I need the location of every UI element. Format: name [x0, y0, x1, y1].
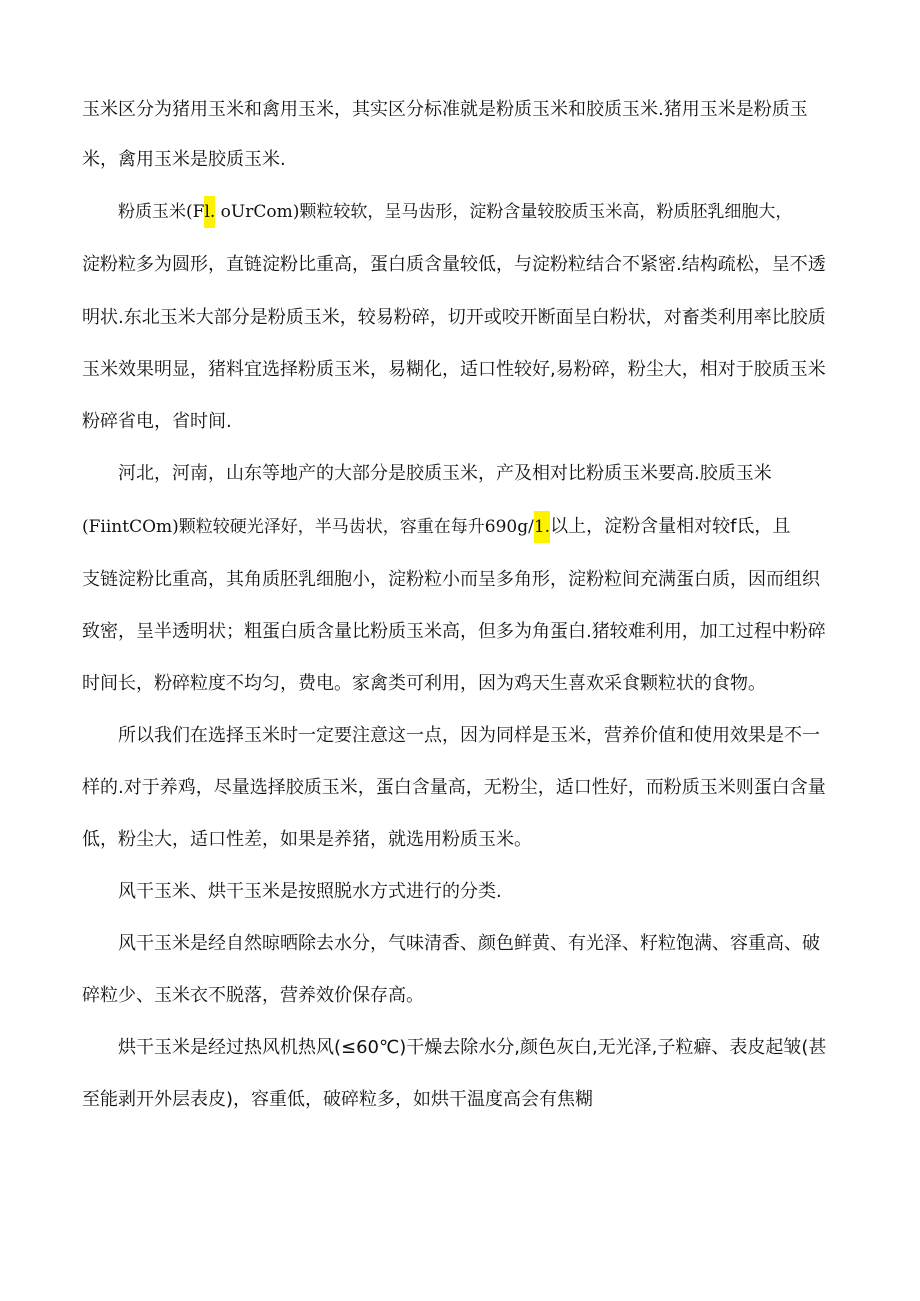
paragraph-4-line-3: 低，粉尘大，适口性差，如果是养猪，就选用粉质玉米。	[82, 829, 532, 850]
text-run: 以上，淀粉含量相对较f氐，且	[550, 516, 791, 537]
paragraph-4-line-2: 样的.对于养鸡，尽量选择胶质玉米，蛋白含量高，无粉尘，适口性好，而粉质玉米则蛋白含量	[82, 777, 826, 798]
paragraph-7-line-1: 烘干玉米是经过热风机热风(≤60℃)干燥去除水分,颜色灰白,无光泽,子粒癖、表皮起皱(甚	[118, 1037, 827, 1058]
paragraph-6-line-2: 碎粒少、玉米衣不脱落，营养效价保存高。	[82, 985, 424, 1006]
paragraph-6-line-1: 风干玉米是经自然晾晒除去水分，气味清香、颜色鲜黄、有光泽、籽粒饱满、容重高、破	[118, 933, 820, 954]
paragraph-2-line-3: 明状.东北玉米大部分是粉质玉米，较易粉碎，切开或咬开断面呈白粉状，对畜类利用率比胶质	[82, 307, 826, 328]
paragraph-1-line-2: 米，禽用玉米是胶质玉米.	[82, 149, 286, 170]
paragraph-3-line-1: 河北，河南，山东等地产的大部分是胶质玉米，产及相对比粉质玉米要高.胶质玉米	[118, 463, 772, 484]
paragraph-5-line-1: 风干玉米、烘干玉米是按照脱水方式进行的分类.	[118, 881, 502, 902]
text-run: 粉质玉米(F	[118, 202, 205, 222]
highlighted-text: 1.	[534, 511, 550, 543]
text-run: (FiintCOm)颗粒较硬光泽好，半马齿状，容重在每升690g/	[82, 517, 534, 537]
paragraph-3-line-2	[82, 513, 790, 541]
paragraph-3-line-4: 致密，呈半透明状；粗蛋白质含量比粉质玉米高，但多为角蛋白.猪较难利用，加工过程中粉碎	[82, 621, 826, 642]
paragraph-3-line-3: 支链淀粉比重高，其角质胚乳细胞小，淀粉粒小而呈多角形，淀粉粒间充满蛋白质，因而组织	[82, 569, 820, 590]
paragraph-7-line-2: 至能剥开外层表皮)，容重低，破碎粒多，如烘干温度高会有焦糊	[82, 1089, 594, 1110]
paragraph-2-line-1	[118, 198, 792, 226]
paragraph-1-line-1: 玉米区分为猪用玉米和禽用玉米，其实区分标准就是粉质玉米和胶质玉米.猪用玉米是粉质玉	[82, 99, 808, 120]
paragraph-4-line-1: 所以我们在选择玉米时一定要注意这一点，因为同样是玉米，营养价值和使用效果是不一	[118, 725, 820, 746]
paragraph-2-line-4: 玉米效果明显，猪料宜选择粉质玉米，易糊化，适口性较好,易粉碎，粉尘大，相对于胶质玉米	[82, 359, 826, 380]
paragraph-2-line-2: 淀粉粒多为圆形，直链淀粉比重高，蛋白质含量较低，与淀粉粒结合不紧密.结构疏松，呈不透	[82, 254, 826, 275]
paragraph-3-line-5: 时间长，粉碎粒度不均匀，费电。家禽类可利用，因为鸡天生喜欢采食颗粒状的食物。	[82, 673, 766, 694]
paragraph-2-line-5: 粉碎省电，省时间.	[82, 411, 232, 432]
text-run: oUrCom)颗粒较软，呈马齿形，淀粉含量较胶质玉米高，粉质胚乳细胞大，	[215, 202, 793, 222]
highlighted-text: l.	[204, 196, 215, 228]
